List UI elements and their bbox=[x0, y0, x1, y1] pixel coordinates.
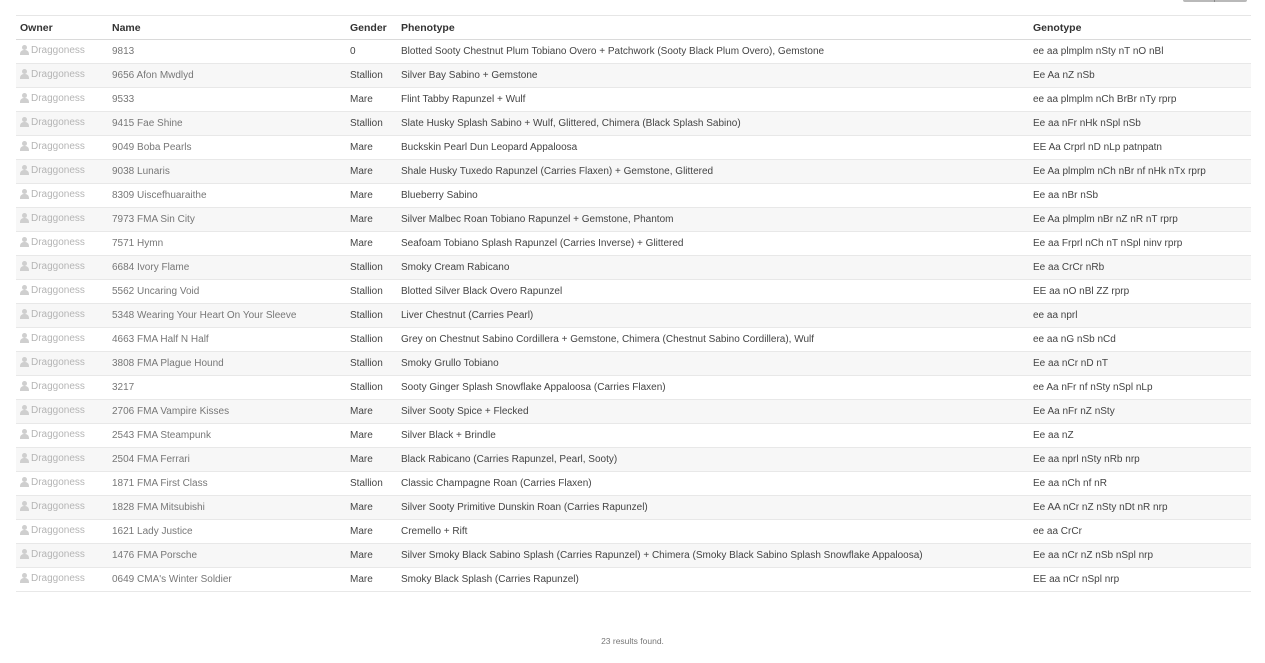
user-icon bbox=[20, 453, 29, 463]
owner-cell bbox=[16, 400, 112, 424]
top-button-group[interactable] bbox=[1183, 0, 1247, 2]
user-icon bbox=[20, 285, 29, 295]
name-cell bbox=[112, 496, 350, 520]
horse-name-link[interactable]: 5348 Wearing Your Heart On Your Sleeve bbox=[112, 310, 297, 321]
gender-cell: Stallion bbox=[350, 262, 383, 273]
owner-name: Draggoness bbox=[31, 548, 85, 560]
horse-name-link[interactable]: 9533 bbox=[112, 94, 135, 105]
name-cell bbox=[112, 568, 350, 592]
owner-name: Draggoness bbox=[31, 236, 85, 248]
genotype-cell: ee aa CrCr bbox=[1033, 526, 1082, 537]
owner-link[interactable] bbox=[20, 117, 85, 128]
gender-cell: Mare bbox=[350, 430, 373, 441]
user-icon bbox=[20, 45, 29, 55]
owner-cell bbox=[16, 88, 112, 112]
table-row bbox=[16, 376, 1251, 400]
horse-name-link[interactable]: 6684 Ivory Flame bbox=[112, 262, 190, 273]
horse-name-link[interactable]: 3217 bbox=[112, 382, 135, 393]
gender-cell: Stallion bbox=[350, 286, 383, 297]
phenotype-cell: Silver Sooty Spice + Flecked bbox=[401, 406, 529, 417]
genotype-cell: Ee aa nFr nHk nSpl nSb bbox=[1033, 118, 1141, 129]
table-row bbox=[16, 496, 1251, 520]
owner-cell bbox=[16, 184, 112, 208]
genotype-cell: ee aa plmplm nCh BrBr nTy rprp bbox=[1033, 94, 1177, 105]
horse-name-link[interactable]: 8309 Uiscefhuaraithe bbox=[112, 190, 207, 201]
gender-cell: Stallion bbox=[350, 334, 383, 345]
table-row bbox=[16, 568, 1251, 592]
horse-name-link[interactable]: 9813 bbox=[112, 46, 135, 57]
owner-cell bbox=[16, 136, 112, 160]
phenotype-cell: Silver Black + Brindle bbox=[401, 430, 496, 441]
genotype-cell: ee aa nprl bbox=[1033, 310, 1078, 321]
horse-name-link[interactable]: 1871 FMA First Class bbox=[112, 478, 208, 489]
user-icon bbox=[20, 261, 29, 271]
owner-name: Draggoness bbox=[31, 92, 85, 104]
owner-cell bbox=[16, 328, 112, 352]
owner-cell bbox=[16, 304, 112, 328]
name-cell bbox=[112, 328, 350, 352]
horse-name-link[interactable]: 1621 Lady Justice bbox=[112, 526, 193, 537]
gender-cell: Mare bbox=[350, 550, 373, 561]
table-row bbox=[16, 232, 1251, 256]
name-cell bbox=[112, 400, 350, 424]
user-icon bbox=[20, 117, 29, 127]
phenotype-cell: Liver Chestnut (Carries Pearl) bbox=[401, 310, 534, 321]
owner-link[interactable] bbox=[20, 309, 85, 320]
column-header-owner[interactable]: Owner bbox=[20, 21, 53, 34]
column-header-phenotype[interactable]: Phenotype bbox=[401, 21, 455, 34]
owner-name: Draggoness bbox=[31, 188, 85, 200]
owner-link[interactable] bbox=[20, 333, 85, 344]
genotype-cell: Ee Aa plmplm nCh nBr nf nHk nTx rprp bbox=[1033, 166, 1206, 177]
genotype-cell: Ee Aa nZ nSb bbox=[1033, 70, 1095, 81]
name-cell bbox=[112, 232, 350, 256]
name-cell bbox=[112, 136, 350, 160]
phenotype-cell: Cremello + Rift bbox=[401, 526, 468, 537]
column-header-genotype[interactable]: Genotype bbox=[1033, 21, 1082, 34]
owner-cell bbox=[16, 112, 112, 136]
user-icon bbox=[20, 381, 29, 391]
owner-cell bbox=[16, 448, 112, 472]
gender-cell: Stallion bbox=[350, 382, 383, 393]
user-icon bbox=[20, 309, 29, 319]
table-row bbox=[16, 184, 1251, 208]
table-row bbox=[16, 472, 1251, 496]
user-icon bbox=[20, 573, 29, 583]
gender-cell: Mare bbox=[350, 166, 373, 177]
owner-name: Draggoness bbox=[31, 572, 85, 584]
phenotype-cell: Flint Tabby Rapunzel + Wulf bbox=[401, 94, 526, 105]
table-row bbox=[16, 424, 1251, 448]
owner-link[interactable] bbox=[20, 69, 85, 80]
owner-name: Draggoness bbox=[31, 308, 85, 320]
gender-cell: Stallion bbox=[350, 70, 383, 81]
horse-name-link[interactable]: 2543 FMA Steampunk bbox=[112, 430, 211, 441]
user-icon bbox=[20, 237, 29, 247]
table-row bbox=[16, 400, 1251, 424]
phenotype-cell: Silver Bay Sabino + Gemstone bbox=[401, 70, 538, 81]
horse-name-link[interactable]: 0649 CMA's Winter Soldier bbox=[112, 574, 232, 585]
gender-cell: Mare bbox=[350, 94, 373, 105]
horse-name-link[interactable]: 1476 FMA Porsche bbox=[112, 550, 198, 561]
owner-cell bbox=[16, 472, 112, 496]
phenotype-cell: Seafoam Tobiano Splash Rapunzel (Carries Inverse) + Glittered bbox=[401, 238, 684, 249]
genotype-cell: Ee aa nBr nSb bbox=[1033, 190, 1099, 201]
column-header-gender[interactable]: Gender bbox=[350, 21, 387, 34]
table-row bbox=[16, 256, 1251, 280]
gender-cell: Mare bbox=[350, 406, 373, 417]
owner-name: Draggoness bbox=[31, 332, 85, 344]
table-row bbox=[16, 40, 1251, 64]
user-icon bbox=[20, 429, 29, 439]
genotype-cell: Ee aa nCr nZ nSb nSpl nrp bbox=[1033, 550, 1154, 561]
owner-name: Draggoness bbox=[31, 68, 85, 80]
phenotype-cell: Grey on Chestnut Sabino Cordillera + Gemstone, Chimera (Chestnut Sabino Cordillera), Wulf bbox=[401, 334, 815, 345]
genotype-cell: Ee AA nCr nZ nSty nDt nR nrp bbox=[1033, 502, 1168, 513]
owner-link[interactable] bbox=[20, 261, 85, 272]
user-icon bbox=[20, 501, 29, 511]
genotype-cell: EE aa nO nBl ZZ rprp bbox=[1033, 286, 1130, 297]
owner-link[interactable] bbox=[20, 405, 85, 416]
phenotype-cell: Classic Champagne Roan (Carries Flaxen) bbox=[401, 478, 592, 489]
table-row bbox=[16, 88, 1251, 112]
phenotype-cell: Black Rabicano (Carries Rapunzel, Pearl, Sooty) bbox=[401, 454, 618, 465]
user-icon bbox=[20, 165, 29, 175]
user-icon bbox=[20, 477, 29, 487]
genotype-cell: ee aa plmplm nSty nT nO nBl bbox=[1033, 46, 1164, 57]
owner-name: Draggoness bbox=[31, 500, 85, 512]
table-row bbox=[16, 448, 1251, 472]
owner-name: Draggoness bbox=[31, 404, 85, 416]
owner-cell bbox=[16, 544, 112, 568]
horse-results-table bbox=[16, 15, 1251, 592]
phenotype-cell: Smoky Cream Rabicano bbox=[401, 262, 510, 273]
column-header-name[interactable]: Name bbox=[112, 21, 141, 34]
genotype-cell: Ee aa Frprl nCh nT nSpl ninv rprp bbox=[1033, 238, 1183, 249]
name-cell bbox=[112, 448, 350, 472]
horse-name-link[interactable]: 4663 FMA Half N Half bbox=[112, 334, 209, 345]
table-row bbox=[16, 544, 1251, 568]
horse-name-link[interactable]: 2706 FMA Vampire Kisses bbox=[112, 406, 230, 417]
owner-name: Draggoness bbox=[31, 380, 85, 392]
owner-cell bbox=[16, 352, 112, 376]
genotype-cell: ee Aa nFr nf nSty nSpl nLp bbox=[1033, 382, 1153, 393]
name-cell bbox=[112, 88, 350, 112]
phenotype-cell: Silver Smoky Black Sabino Splash (Carries Rapunzel) + Chimera (Smoky Black Sabino Splash Snowflake Appaloosa) bbox=[401, 550, 923, 561]
owner-cell bbox=[16, 520, 112, 544]
gender-cell: Mare bbox=[350, 190, 373, 201]
owner-name: Draggoness bbox=[31, 116, 85, 128]
table-row bbox=[16, 280, 1251, 304]
genotype-cell: ee aa nG nSb nCd bbox=[1033, 334, 1116, 345]
owner-name: Draggoness bbox=[31, 260, 85, 272]
owner-cell bbox=[16, 40, 112, 64]
table-row bbox=[16, 136, 1251, 160]
table-row bbox=[16, 352, 1251, 376]
name-cell bbox=[112, 376, 350, 400]
owner-link[interactable] bbox=[20, 549, 85, 560]
genotype-cell: Ee aa nCh nf nR bbox=[1033, 478, 1107, 489]
owner-cell bbox=[16, 376, 112, 400]
name-cell bbox=[112, 112, 350, 136]
phenotype-cell: Smoky Black Splash (Carries Rapunzel) bbox=[401, 574, 579, 585]
phenotype-cell: Sooty Ginger Splash Snowflake Appaloosa (Carries Flaxen) bbox=[401, 382, 666, 393]
genotype-cell: EE Aa Crprl nD nLp patnpatn bbox=[1033, 142, 1162, 153]
owner-cell bbox=[16, 256, 112, 280]
gender-cell: Stallion bbox=[350, 310, 383, 321]
gender-cell: Mare bbox=[350, 574, 373, 585]
table-row bbox=[16, 64, 1251, 88]
genotype-cell: Ee aa nZ bbox=[1033, 430, 1074, 441]
results-count: 23 results found. bbox=[601, 636, 664, 646]
owner-name: Draggoness bbox=[31, 428, 85, 440]
table-row bbox=[16, 520, 1251, 544]
owner-link[interactable] bbox=[20, 453, 85, 464]
gender-cell: Stallion bbox=[350, 358, 383, 369]
owner-link[interactable] bbox=[20, 357, 85, 368]
gender-cell: 0 bbox=[350, 46, 356, 57]
phenotype-cell: Buckskin Pearl Dun Leopard Appaloosa bbox=[401, 142, 578, 153]
table-row bbox=[16, 160, 1251, 184]
owner-name: Draggoness bbox=[31, 212, 85, 224]
name-cell bbox=[112, 352, 350, 376]
gender-cell: Mare bbox=[350, 214, 373, 225]
phenotype-cell: Blotted Sooty Chestnut Plum Tobiano Overo + Patchwork (Sooty Black Plum Overo), Gemstone bbox=[401, 46, 825, 57]
owner-link[interactable] bbox=[20, 93, 85, 104]
button-divider bbox=[1214, 0, 1215, 2]
user-icon bbox=[20, 69, 29, 79]
horse-name-link[interactable]: 7571 Hymn bbox=[112, 238, 164, 249]
owner-link[interactable] bbox=[20, 429, 85, 440]
owner-link[interactable] bbox=[20, 525, 85, 536]
gender-cell: Mare bbox=[350, 454, 373, 465]
owner-link[interactable] bbox=[20, 573, 85, 584]
table-row bbox=[16, 112, 1251, 136]
owner-link[interactable] bbox=[20, 477, 85, 488]
horse-name-link[interactable]: 9038 Lunaris bbox=[112, 166, 170, 177]
name-cell bbox=[112, 280, 350, 304]
genotype-cell: EE aa nCr nSpl nrp bbox=[1033, 574, 1120, 585]
user-icon bbox=[20, 333, 29, 343]
owner-link[interactable] bbox=[20, 141, 85, 152]
owner-name: Draggoness bbox=[31, 356, 85, 368]
phenotype-cell: Blueberry Sabino bbox=[401, 190, 478, 201]
horse-name-link[interactable]: 9049 Boba Pearls bbox=[112, 142, 192, 153]
genotype-cell: Ee aa nprl nSty nRb nrp bbox=[1033, 454, 1140, 465]
owner-link[interactable] bbox=[20, 381, 85, 392]
user-icon bbox=[20, 405, 29, 415]
genotype-cell: Ee aa nCr nD nT bbox=[1033, 358, 1109, 369]
phenotype-cell: Smoky Grullo Tobiano bbox=[401, 358, 499, 369]
phenotype-cell: Silver Malbec Roan Tobiano Rapunzel + Gemstone, Phantom bbox=[401, 214, 674, 225]
name-cell bbox=[112, 424, 350, 448]
gender-cell: Stallion bbox=[350, 118, 383, 129]
owner-link[interactable] bbox=[20, 285, 85, 296]
table-header-row bbox=[16, 16, 1251, 40]
gender-cell: Stallion bbox=[350, 478, 383, 489]
owner-link[interactable] bbox=[20, 189, 85, 200]
name-cell bbox=[112, 544, 350, 568]
owner-name: Draggoness bbox=[31, 524, 85, 536]
owner-cell bbox=[16, 424, 112, 448]
user-icon bbox=[20, 213, 29, 223]
owner-link[interactable] bbox=[20, 501, 85, 512]
owner-cell bbox=[16, 232, 112, 256]
horse-name-link[interactable]: 9415 Fae Shine bbox=[112, 118, 183, 129]
name-cell bbox=[112, 40, 350, 64]
user-icon bbox=[20, 525, 29, 535]
user-icon bbox=[20, 549, 29, 559]
owner-cell bbox=[16, 280, 112, 304]
owner-link[interactable] bbox=[20, 237, 85, 248]
owner-cell bbox=[16, 496, 112, 520]
user-icon bbox=[20, 93, 29, 103]
horse-name-link[interactable]: 9656 Afon Mwdlyd bbox=[112, 70, 194, 81]
horse-name-link[interactable]: 1828 FMA Mitsubishi bbox=[112, 502, 205, 513]
name-cell bbox=[112, 184, 350, 208]
table-row bbox=[16, 304, 1251, 328]
horse-name-link[interactable]: 5562 Uncaring Void bbox=[112, 286, 200, 297]
owner-name: Draggoness bbox=[31, 164, 85, 176]
user-icon bbox=[20, 189, 29, 199]
genotype-cell: Ee Aa plmplm nBr nZ nR nT rprp bbox=[1033, 214, 1178, 225]
genotype-cell: Ee Aa nFr nZ nSty bbox=[1033, 406, 1115, 417]
genotype-cell: Ee aa CrCr nRb bbox=[1033, 262, 1105, 273]
owner-name: Draggoness bbox=[31, 284, 85, 296]
owner-name: Draggoness bbox=[31, 476, 85, 488]
owner-link[interactable] bbox=[20, 165, 85, 176]
owner-link[interactable] bbox=[20, 45, 85, 56]
phenotype-cell: Shale Husky Tuxedo Rapunzel (Carries Flaxen) + Gemstone, Glittered bbox=[401, 166, 714, 177]
owner-name: Draggoness bbox=[31, 452, 85, 464]
name-cell bbox=[112, 160, 350, 184]
table-body bbox=[16, 40, 1251, 592]
gender-cell: Mare bbox=[350, 142, 373, 153]
gender-cell: Mare bbox=[350, 238, 373, 249]
phenotype-cell: Blotted Silver Black Overo Rapunzel bbox=[401, 286, 563, 297]
user-icon bbox=[20, 141, 29, 151]
owner-cell bbox=[16, 64, 112, 88]
name-cell bbox=[112, 472, 350, 496]
user-icon bbox=[20, 357, 29, 367]
gender-cell: Mare bbox=[350, 502, 373, 513]
horse-name-link[interactable]: 7973 FMA Sin City bbox=[112, 214, 195, 225]
owner-cell bbox=[16, 160, 112, 184]
name-cell bbox=[112, 520, 350, 544]
owner-cell bbox=[16, 568, 112, 592]
table-row bbox=[16, 208, 1251, 232]
horse-name-link[interactable]: 3808 FMA Plague Hound bbox=[112, 358, 224, 369]
name-cell bbox=[112, 208, 350, 232]
horse-name-link[interactable]: 2504 FMA Ferrari bbox=[112, 454, 190, 465]
owner-name: Draggoness bbox=[31, 140, 85, 152]
owner-cell bbox=[16, 208, 112, 232]
owner-link[interactable] bbox=[20, 213, 85, 224]
name-cell bbox=[112, 304, 350, 328]
name-cell bbox=[112, 64, 350, 88]
name-cell bbox=[112, 256, 350, 280]
phenotype-cell: Silver Sooty Primitive Dunskin Roan (Carries Rapunzel) bbox=[401, 502, 648, 513]
table-row bbox=[16, 328, 1251, 352]
phenotype-cell: Slate Husky Splash Sabino + Wulf, Glittered, Chimera (Black Splash Sabino) bbox=[401, 118, 741, 129]
owner-name: Draggoness bbox=[31, 44, 85, 56]
gender-cell: Mare bbox=[350, 526, 373, 537]
